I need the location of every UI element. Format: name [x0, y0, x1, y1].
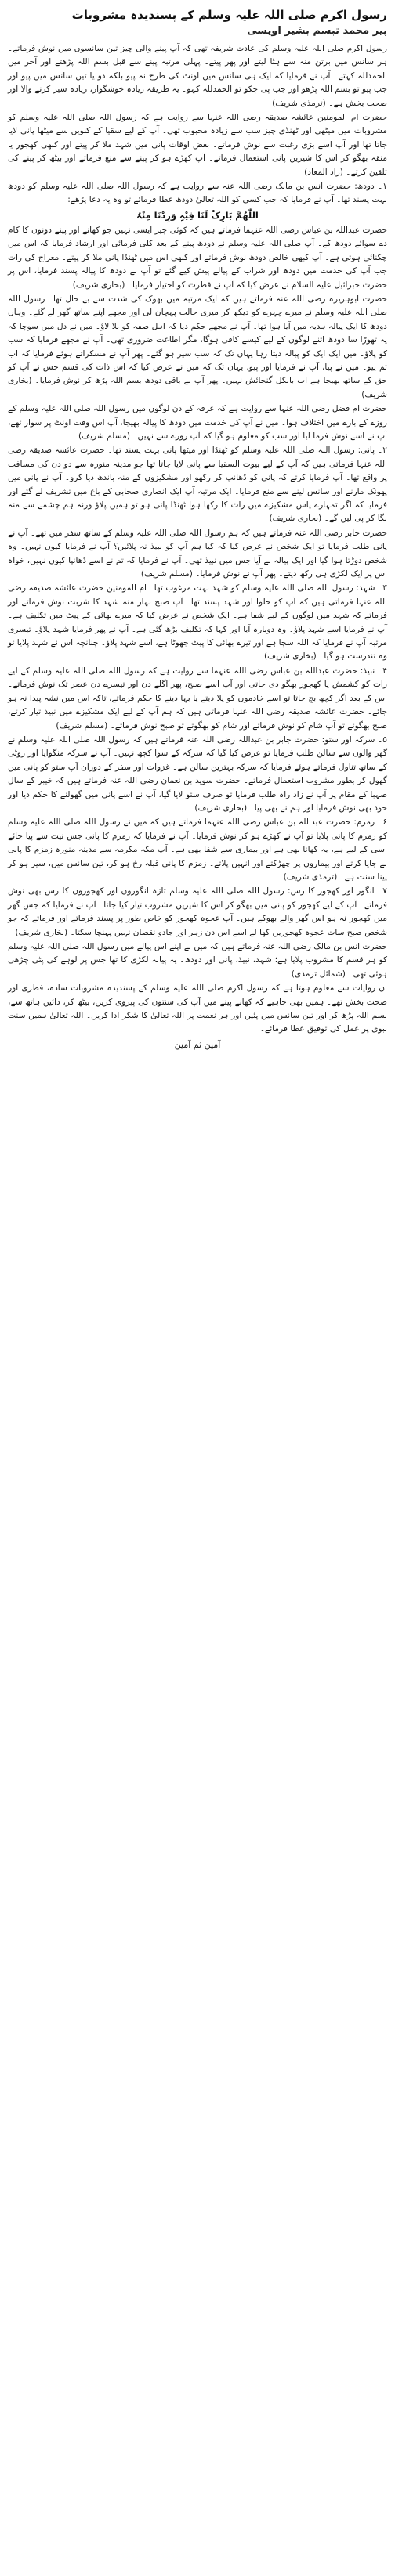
article-paragraph: حضرت انس بن مالک رضی اللہ عنہ فرماتے ہیں کہ میں نے اپنے اس پیالے میں رسول اللہ صلی اللہ علیہ وسلم کو ہر قسم کا مشروب پلایا ہے؛ شہد، نبیذ، پانی اور دودھ۔ یہ پیالہ لکڑی کا تھا جس پر لوہے کی پٹی چڑھی ہوئی تھی۔ (شمائل ترمذی) [8, 942, 387, 979]
article-paragraph: ان روایات سے معلوم ہوتا ہے کہ رسول اکرم صلی اللہ علیہ وسلم کے پسندیدہ مشروبات سادہ، فطری اور صحت بخش تھے۔ ہمیں بھی چاہیے کہ کھانے پینے میں آپ کی سنتوں کی پیروی کریں، بیٹھ کر، دائیں ہاتھ سے، بسم اللہ پڑھ کر اور تین سانس میں پئیں اور ہر نعمت پر اللہ تعالیٰ کا شکر ادا کریں۔ اللہ تعالیٰ ہمیں سنت نبوی پر عمل کی توفیق عطا فرمائے۔ [8, 983, 387, 1034]
article-paragraph: ۳۔ شہد: رسول اللہ صلی اللہ علیہ وسلم کو شہد بہت مرغوب تھا۔ ام المومنین حضرت عائشہ صدیقہ رضی اللہ عنہا فرماتی ہیں کہ آپ کو حلوا اور شہد پسند تھا۔ آپ صبح نہار منہ شہد کا شربت نوش فرماتے اور فرماتے کہ شہد میں لوگوں کے لیے شفا ہے۔ ایک شخص نے عرض کیا کہ میرے بھائی کے پیٹ میں تکلیف ہے۔ آپ نے فرمایا اسے شہد پلاؤ۔ وہ دوبارہ آیا اور کہا کہ تکلیف بڑھ گئی ہے۔ آپ نے پھر فرمایا شہد پلاؤ۔ تیسری مرتبہ آپ نے فرمایا کہ اللہ سچا ہے اور تیرے بھائی کا پیٹ جھوٹا ہے، اسے شہد پلاؤ۔ چنانچہ اس نے شہد پلایا تو وہ تندرست ہو گیا۔ (بخاری شریف) [8, 583, 387, 662]
article-paragraph: ۶۔ زمزم: حضرت عبداللہ بن عباس رضی اللہ عنہما فرماتے ہیں کہ میں نے رسول اللہ صلی اللہ علیہ وسلم کو زمزم کا پانی پلایا تو آپ نے کھڑے ہو کر نوش فرمایا۔ آپ نے فرمایا کہ زمزم کا پانی جس نیت سے پیا جائے اسی کے لیے ہے، یہ کھانا بھی ہے اور بیماری سے شفا بھی ہے۔ آپ مکہ مکرمہ سے مدینہ منورہ زمزم کا پانی لے جایا کرتے اور بیماروں پر چھڑکتے اور انہیں پلاتے۔ زمزم کا پانی قبلہ رخ ہو کر، تین سانس میں، سیر ہو کر پینا سنت ہے۔ (ترمذی شریف) [8, 817, 387, 882]
article-paragraph: حضرت ام فضل رضی اللہ عنہا سے روایت ہے کہ عرفہ کے دن لوگوں میں رسول اللہ صلی اللہ علیہ وسلم کے روزے کے بارے میں اختلاف ہوا۔ میں نے آپ کی خدمت میں دودھ کا پیالہ بھیجا، آپ اس وقت اونٹ پر سوار تھے، آپ نے اسے نوش فرما لیا اور سب کو معلوم ہو گیا کہ آپ روزے سے نہیں۔ (مسلم شریف) [8, 404, 387, 441]
article-paragraph: ۷۔ انگور اور کھجور کا رس: رسول اللہ صلی اللہ علیہ وسلم تازہ انگوروں اور کھجوروں کا رس بھی نوش فرماتے۔ آپ کے لیے کھجور کو پانی میں بھگو کر اس کا شیریں مشروب تیار کیا جاتا۔ آپ نے فرمایا کہ جس گھر میں کھجور نہ ہو اس گھر والے بھوکے ہیں۔ آپ عجوہ کھجور کو خاص طور پر پسند فرماتے اور فرماتے کہ جو شخص صبح سات عجوہ کھجوریں کھا لے اسے اس دن زہر اور جادو نقصان نہیں پہنچا سکتا۔ (بخاری شریف) [8, 886, 387, 937]
closing-line: آمین ثم آمین [174, 1039, 221, 1050]
milk-dua: اللّٰھُمَّ بَارِکْ لَنَا فِیْہِ وَزِدْنَا مِنْہُ [136, 209, 259, 221]
article-paragraph: ۴۔ نبیذ: حضرت عبداللہ بن عباس رضی اللہ عنہما سے روایت ہے کہ رسول اللہ صلی اللہ علیہ وسلم کے لیے رات کو کشمش یا کھجور بھگو دی جاتی اور آپ اسے صبح، پھر اگلے دن اور تیسرے دن عصر تک نوش فرماتے۔ اس کے بعد اگر کچھ بچ جاتا تو اسے خادموں کو پلا دیتے یا بہا دینے کا حکم فرماتے، تاکہ اس میں نشہ پیدا نہ ہو جائے۔ حضرت عائشہ صدیقہ رضی اللہ عنہا فرماتی ہیں کہ ہم آپ کے لیے ایک مشکیزے میں نبیذ تیار کرتے، صبح بھگوتے تو آپ شام کو نوش فرماتے اور شام کو بھگوتے تو صبح نوش فرماتے۔ (مسلم شریف) [8, 666, 387, 731]
article-paragraph: حضرت ابوہریرہ رضی اللہ عنہ فرماتے ہیں کہ ایک مرتبہ میں بھوک کی شدت سے بے حال تھا۔ رسول اللہ صلی اللہ علیہ وسلم نے میرے چہرے کو دیکھ کر میری حالت پہچان لی اور مجھے اپنے ساتھ گھر لے گئے۔ وہاں دودھ کا ایک پیالہ ہدیہ میں آیا ہوا تھا۔ آپ نے مجھے حکم دیا کہ اہل صفہ کو بلا لاؤ۔ میں نے دل میں سوچا کہ یہ تھوڑا سا دودھ اتنے لوگوں کے لیے کیسے کافی ہوگا، مگر اطاعت ضروری تھی۔ آپ نے مجھے فرمایا کہ سب کو پلاؤ۔ میں ایک ایک کو پیالہ دیتا رہا یہاں تک کہ سب سیر ہو گئے۔ پھر آپ نے مسکراتے ہوئے فرمایا کہ اب تم پیو۔ میں نے پیا، آپ نے فرمایا اور پیو، یہاں تک کہ میں نے عرض کیا کہ اس ذات کی قسم جس نے آپ کو حق کے ساتھ بھیجا ہے اب بالکل گنجائش نہیں۔ پھر آپ نے باقی دودھ بسم اللہ پڑھ کر نوش فرمایا۔ (بخاری شریف) [8, 294, 387, 399]
article-paragraph: ۵۔ سرکہ اور ستو: حضرت جابر بن عبداللہ رضی اللہ عنہ فرماتے ہیں کہ رسول اللہ صلی اللہ علیہ وسلم نے گھر والوں سے سالن طلب فرمایا تو عرض کیا گیا کہ سرکہ کے سوا کچھ نہیں۔ آپ نے سرکہ منگوایا اور روٹی کے ساتھ تناول فرماتے ہوئے فرمایا کہ سرکہ بہترین سالن ہے۔ غزوات اور سفر کے دوران آپ ستو کو پانی میں گھول کر بطور مشروب استعمال فرماتے۔ حضرت سوید بن نعمان رضی اللہ عنہ فرماتے ہیں کہ خیبر کے سال صہبا کے مقام پر آپ نے زاد راہ طلب فرمایا تو صرف ستو لایا گیا، آپ نے اسے پانی میں گھولنے کا حکم دیا اور خود بھی نوش فرمایا اور ہم نے بھی پیا۔ (بخاری شریف) [8, 734, 387, 813]
article-author: پیر محمد تبسم بشیر اویسی [247, 25, 387, 37]
article-paragraph: حضرت ام المومنین عائشہ صدیقہ رضی اللہ عنہا سے روایت ہے کہ رسول اللہ صلی اللہ علیہ وسلم کو مشروبات میں میٹھی اور ٹھنڈی چیز سب سے زیادہ محبوب تھی۔ آپ کے لیے سقیا کے کنویں سے میٹھا پانی لایا جاتا تھا اور آپ اسے بڑی رغبت سے نوش فرماتے۔ بعض اوقات پانی میں شہد ملا کر پیتے اور کبھی کھجور یا منقہ بھگو کر اس کا شیریں پانی استعمال فرماتے۔ آپ کھڑے ہو کر پینے سے منع فرماتے اور بیٹھ کر پینے کی تلقین کرتے۔ (زاد المعاد) [8, 113, 387, 177]
article-paragraph: ۲۔ پانی: رسول اللہ صلی اللہ علیہ وسلم کو ٹھنڈا اور میٹھا پانی بہت پسند تھا۔ حضرت عائشہ صدیقہ رضی اللہ عنہا فرماتی ہیں کہ آپ کے لیے بیوت السقیا سے پانی لایا جاتا تھا جو مدینہ منورہ سے دو دن کی مسافت پر واقع تھا۔ آپ فرمایا کرتے کہ پانی کو ڈھانپ کر رکھو اور مشکیزوں کے منہ باندھ دیا کرو۔ آپ نے پانی میں پھونک مارنے اور سانس لینے سے منع فرمایا۔ ایک مرتبہ آپ ایک انصاری صحابی کے باغ میں تشریف لے گئے اور فرمایا کہ اگر تمہارے پاس مشکیزے میں رات کا رکھا ہوا ٹھنڈا پانی ہو تو ہمیں پلاؤ ورنہ ہم چشمے سے منہ لگا کر پی لیں گے۔ (بخاری شریف) [8, 446, 387, 524]
article-title: رسول اکرم صلی اللہ علیہ وسلم کے پسندیدہ مشروبات [71, 8, 387, 22]
article-paragraph: حضرت جابر رضی اللہ عنہ فرماتے ہیں کہ ہم رسول اللہ صلی اللہ علیہ وسلم کے ساتھ سفر میں تھے۔ آپ نے پانی طلب فرمایا تو ایک شخص نے عرض کیا کہ کیا ہم آپ کو نبیذ نہ پلائیں؟ آپ نے فرمایا کیوں نہیں۔ وہ شخص دوڑتا ہوا گیا اور ایک پیالہ لے آیا جس میں نبیذ تھی۔ آپ نے فرمایا کہ تم نے اسے ڈھانپا کیوں نہیں، خواہ اس پر ایک لکڑی ہی رکھ دیتے۔ پھر آپ نے نوش فرمایا۔ (مسلم شریف) [8, 528, 387, 579]
article-paragraph: رسول اکرم صلی اللہ علیہ وسلم کی عادت شریفہ تھی کہ آپ پینے والی چیز تین سانسوں میں نوش فرماتے۔ ہر سانس میں برتن منہ سے ہٹا لیتے اور پھر پیتے۔ پہلی مرتبہ پینے سے قبل بسم اللہ پڑھتے اور آخر میں الحمدللہ کہتے۔ آپ نے فرمایا کہ ایک ہی سانس میں اونٹ کی طرح نہ پیو بلکہ دو یا تین سانس میں پیو اور جب پیو تو بسم اللہ پڑھو اور جب پی چکو تو الحمدللہ کہو۔ یہ طریقہ زیادہ خوشگوار، زیادہ سیر کرنے والا اور صحت بخش ہے۔ (ترمذی شریف) [8, 44, 387, 108]
article-paragraph: ۱۔ دودھ: حضرت انس بن مالک رضی اللہ عنہ سے روایت ہے کہ رسول اللہ صلی اللہ علیہ وسلم کو دودھ بہت پسند تھا۔ آپ نے فرمایا کہ جب کسی کو اللہ تعالیٰ دودھ عطا فرمائے تو وہ یہ دعا پڑھے: [8, 182, 387, 205]
article-paragraph: حضرت عبداللہ بن عباس رضی اللہ عنہما فرماتے ہیں کہ کوئی چیز ایسی نہیں جو کھانے اور پینے دونوں کا کام دے سوائے دودھ کے۔ آپ صلی اللہ علیہ وسلم نے دودھ پینے کے بعد کلی فرمائی اور ارشاد فرمایا کہ اس میں چکنائی ہوتی ہے۔ آپ کبھی خالص دودھ نوش فرماتے اور کبھی اس میں ٹھنڈا پانی ملا کر پیتے۔ معراج کی رات جب آپ کی خدمت میں دودھ اور شراب کے پیالے پیش کیے گئے تو آپ نے دودھ کا پیالہ پسند فرمایا، اس پر حضرت جبرائیل علیہ السلام نے عرض کیا کہ آپ نے فطرت کو اختیار فرمایا۔ (بخاری شریف) [8, 225, 387, 290]
